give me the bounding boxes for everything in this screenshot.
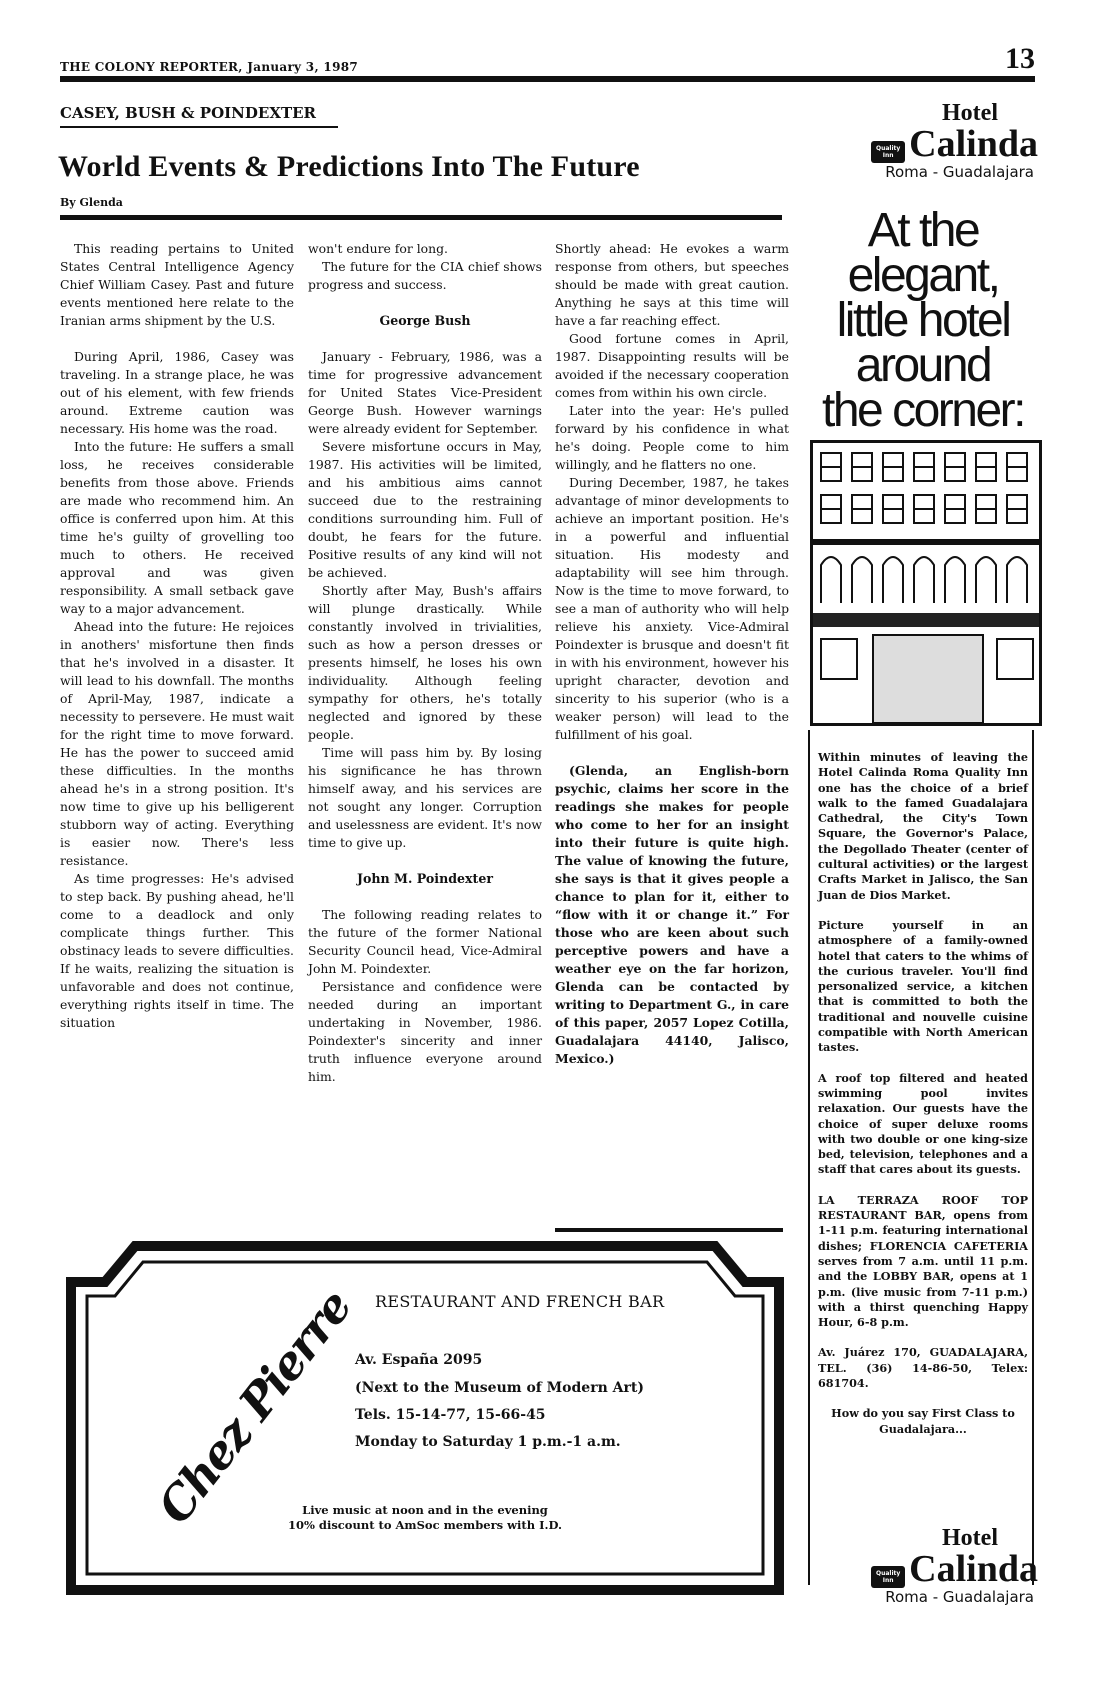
paragraph: Shortly after May, Bush's affairs will plunge drastically. While constantly involved in trivialities, such as how a person dresses or presents himself, he loses his own individuality. Although feeling sympathy for others, he's totally neglected and ignored by these people. bbox=[308, 583, 542, 742]
ad-address: Av. Juárez 170, GUADALAJARA, TEL. (36) 14-86-50, Telex: 681704. bbox=[818, 1345, 1028, 1390]
ad-address: Av. España 2095 bbox=[355, 1352, 483, 1368]
paragraph: Ahead into the future: He rejoices in anothers' misfortune then finds that he's involved in a disaster. It will lead to his downfall. The months of April-May, 1987, indicate a necessity to persevere. He must wait for the right time to move forward. He has the power to succeed amid these difficulties. In the months ahead he's in a strong position. It's now time to give up his belligerent stubborn way of acting. Everything is easier now. There's less resistance. bbox=[60, 619, 294, 868]
chez-pierre-logo: Chez Pierre bbox=[147, 1280, 362, 1534]
hotel-ad-copy bbox=[808, 730, 1034, 1585]
ground-window bbox=[821, 639, 857, 679]
ad-paragraph: A roof top filtered and heated swimming pool invites relaxation. Our guests have the choice of super deluxe rooms with two double or one king-size bed, television, telephones and a staff that cares about its guests. bbox=[818, 1070, 1028, 1177]
article-kicker: CASEY, BUSH & POINDEXTER bbox=[60, 104, 317, 122]
section-heading-bush: George Bush bbox=[379, 313, 471, 328]
headline-line: At the bbox=[867, 204, 979, 257]
paragraph: Time will pass him by. By losing his significance he has thrown himself away, and his services are not sought any longer. Corruption and uselessness are evident. It's now time to give up. bbox=[308, 745, 542, 850]
arched-window bbox=[852, 557, 872, 603]
hotel-building-illustration bbox=[810, 440, 1042, 726]
article-column-3 bbox=[555, 240, 789, 1068]
arched-window bbox=[976, 557, 996, 603]
headline-line: around bbox=[855, 339, 991, 392]
hotel-logo-bottom bbox=[808, 1525, 1038, 1606]
page-number: 13 bbox=[1005, 42, 1035, 75]
section-heading-poindexter: John M. Poindexter bbox=[356, 871, 494, 886]
paragraph: The following reading relates to the future of the former National Security Council head, Vice-Admiral John M. Poindexter. bbox=[308, 907, 542, 976]
paragraph: January - February, 1986, was a time for progressive advancement for United States Vice-President George Bush. However warnings were already evident for September. bbox=[308, 349, 542, 436]
headline-rule bbox=[60, 215, 782, 220]
ad-music: Live music at noon and in the evening bbox=[302, 1503, 548, 1517]
headline-line: elegant, bbox=[847, 249, 999, 302]
ad-title: RESTAURANT AND FRENCH BAR bbox=[375, 1292, 665, 1311]
paragraph: This reading pertains to United States Central Intelligence Agency Chief William Casey. Past and future events mentioned here relate to the Iranian arms shipment by the U.S. bbox=[60, 241, 294, 328]
logo-hotel-text: Hotel bbox=[942, 100, 998, 126]
masthead-rule bbox=[60, 76, 1035, 82]
paragraph: As time progresses: He's advised to step back. By pushing ahead, he'll come to a deadlock and only complicate things further. This obstinacy leads to severe difficulties. If he waits, realizing the situation is unfavorable and does not continue, everything rights itself in time. The situation bbox=[60, 871, 294, 1030]
ground-window bbox=[997, 639, 1033, 679]
hotel-sign bbox=[813, 613, 1039, 627]
paragraph: During April, 1986, Casey was traveling. In a strange place, he was out of his element, with few friends around. Extreme caution was necessary. His home was the road. bbox=[60, 349, 294, 436]
ad-paragraph: Picture yourself in an atmosphere of a family-owned hotel that caters to the whims of the curious traveler. You'll find personalized service, a kitchen that is committed to both the traditional and nouvelle cuisine compatible with North American tastes. bbox=[818, 917, 1028, 1055]
ad-paragraph: LA TERRAZA ROOF TOP RESTAURANT BAR, opens from 1-11 p.m. featuring international dishes; FLORENCIA CAFETERIA serves from 7 a.m. until 11 p.m. and the LOBBY BAR, opens at 1 p.m. (live music from 7-11 p.m.) with a thirst quenching Happy Hour, 6-8 p.m. bbox=[818, 1192, 1028, 1330]
hotel-logo bbox=[808, 100, 1038, 181]
arched-window bbox=[1007, 557, 1027, 603]
logo-name: Calinda bbox=[909, 123, 1038, 165]
paragraph: Persistance and confidence were needed during an important undertaking in November, 1986. Poindexter's sincerity and inner truth influence everyone around him. bbox=[308, 979, 542, 1084]
paragraph: Severe misfortune occurs in May, 1987. His activities will be limited, and his ambitious aims cannot succeed due to the restraining conditions surrounding him. Full of doubt, he fears for the future. Positive results of any kind will not be achieved. bbox=[308, 439, 542, 580]
newspaper-title-date: THE COLONY REPORTER, January 3, 1987 bbox=[60, 60, 359, 74]
ad-hours: Monday to Saturday 1 p.m.-1 a.m. bbox=[355, 1434, 621, 1450]
ad-phones: Tels. 15-14-77, 15-66-45 bbox=[355, 1407, 546, 1423]
ad-paragraph: Within minutes of leaving the Hotel Calinda Roma Quality Inn one has the choice of a brief walk to the famed Guadalajara Cathedral, the City's Town Square, the Governor's Palace, the Degollado Theater (center of cultural activities) or the largest Crafts Market in Jalisco, the San Juan de Dios Market. bbox=[818, 750, 1028, 902]
byline: By Glenda bbox=[60, 196, 123, 209]
arched-window bbox=[883, 557, 903, 603]
paragraph: Later into the year: He's pulled forward by his confidence in what he's doing. People come to him willingly, and he flatters no one. bbox=[555, 403, 789, 472]
masthead bbox=[60, 42, 1035, 75]
arched-window bbox=[945, 557, 965, 603]
ad-headline bbox=[808, 204, 1038, 437]
paragraph: Into the future: He suffers a small loss, he receives considerable benefits from those above. Friends are made who recommend him. An office is conferred upon him. At this time he's guilty of grovelling too much to others. He received approval and was given responsibility. A small setback gave way to a major advancement. bbox=[60, 439, 294, 616]
kicker-rule bbox=[60, 126, 338, 128]
headline-line: little hotel bbox=[836, 294, 1010, 347]
logo-name: Calinda bbox=[909, 1548, 1038, 1590]
ad-location-note: (Next to the Museum of Modern Art) bbox=[355, 1380, 644, 1396]
paragraph: Good fortune comes in April, 1987. Disappointing results will be avoided if the necessary cooperation comes from within his own circle. bbox=[555, 331, 789, 400]
entrance bbox=[873, 635, 983, 723]
quality-inn-badge: Quality Inn bbox=[871, 1566, 905, 1588]
author-note: (Glenda, an English-born psychic, claims her score in the readings she makes for people who come to her for an insight into their future is quite high. The value of knowing the future, she says is that it gives people a chance to plan for it, either to “flow with it or change it.” For those who are keen about such perceptive powers and have a weather eye on the far horizon, Glenda can be contacted by writing to Department G., in care of this paper, 2057 Lopez Cotilla, Guadalajara 44140, Jalisco, Mexico.) bbox=[555, 763, 789, 1066]
quality-inn-badge: Quality Inn bbox=[871, 141, 905, 163]
arched-window bbox=[821, 557, 841, 603]
paragraph: The future for the CIA chief shows progress and success. bbox=[308, 259, 542, 292]
paragraph: Shortly ahead: He evokes a warm response from others, but speeches should be made with great caution. Anything he says at this time will have a far reaching effect. bbox=[555, 241, 789, 328]
hotel-calinda-ad bbox=[808, 100, 1038, 1640]
logo-city: Roma - Guadalajara bbox=[885, 1587, 1034, 1606]
column-end-rule bbox=[555, 1228, 783, 1232]
article-column-2 bbox=[308, 240, 542, 1086]
ad-discount: 10% discount to AmSoc members with I.D. bbox=[287, 1518, 563, 1532]
article-column-1 bbox=[60, 240, 294, 1032]
paragraph: won't endure for long. bbox=[308, 241, 448, 256]
logo-city: Roma - Guadalajara bbox=[885, 162, 1034, 181]
article-headline: World Events & Predictions Into The Future bbox=[58, 150, 640, 183]
ad-tagline: How do you say First Class to Guadalajara... bbox=[831, 1406, 1015, 1436]
arched-window bbox=[914, 557, 934, 603]
headline-line: the corner: bbox=[822, 384, 1024, 437]
paragraph: During December, 1987, he takes advantage of minor developments to achieve an important position. He's in a powerful and influential situation. His modesty and adaptability will see him through. Now is the time to move forward, to see a man of authority who will help relieve his anxiety. Vice-Admiral Poindexter is brusque and doesn't fit in with his environment, however his upright character, devotion and sincerity to his superior (who is a weaker person) will lead to the fulfillment of his goal. bbox=[555, 475, 789, 742]
logo-hotel-text: Hotel bbox=[942, 1525, 998, 1551]
cornice bbox=[813, 539, 1039, 545]
chez-pierre-ad bbox=[65, 1240, 785, 1595]
